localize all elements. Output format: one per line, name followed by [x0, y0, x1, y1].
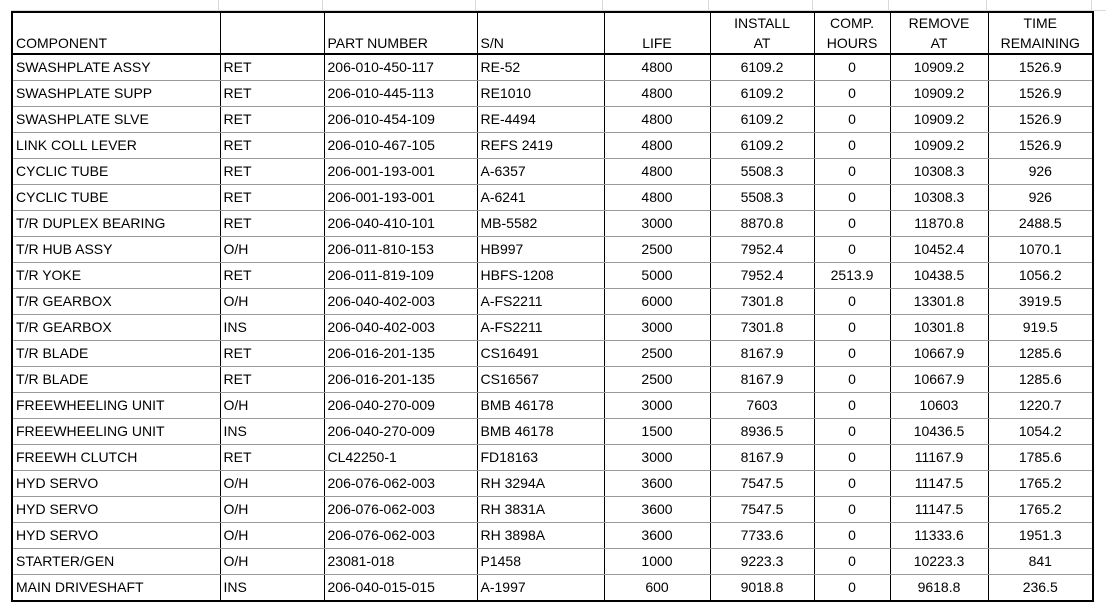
table-row — [12, 107, 1093, 133]
table-row — [12, 211, 1093, 237]
table-cell[interactable]: 7952.4 — [710, 237, 814, 263]
table-row — [12, 133, 1093, 159]
table-cell[interactable]: 3000 — [604, 393, 710, 419]
column-header[interactable]: REMOVE — [890, 12, 988, 33]
table-cell[interactable]: T/R DUPLEX BEARING — [12, 211, 220, 237]
table-cell[interactable]: 0 — [814, 575, 890, 602]
column-header[interactable] — [220, 12, 324, 33]
table-cell[interactable]: RH 3831A — [477, 497, 604, 523]
table-cell[interactable]: 5508.3 — [710, 159, 814, 185]
table-cell[interactable]: O/H — [220, 523, 324, 549]
table-cell[interactable]: 1054.2 — [988, 419, 1093, 445]
table-row — [12, 497, 1093, 523]
table-cell[interactable]: 919.5 — [988, 315, 1093, 341]
table-cell[interactable]: 206-076-062-003 — [324, 471, 477, 497]
table-cell[interactable]: T/R BLADE — [12, 367, 220, 393]
table-cell[interactable]: 1951.3 — [988, 523, 1093, 549]
table-cell[interactable]: 236.5 — [988, 575, 1093, 602]
table-cell[interactable]: 0 — [814, 159, 890, 185]
table-cell[interactable]: 10909.2 — [890, 107, 988, 133]
table-cell[interactable]: HYD SERVO — [12, 523, 220, 549]
table-cell[interactable]: RET — [220, 211, 324, 237]
table-cell[interactable]: 8167.9 — [710, 341, 814, 367]
table-cell[interactable]: 0 — [814, 54, 890, 81]
table-cell[interactable]: 926 — [988, 159, 1093, 185]
table-cell[interactable]: 9618.8 — [890, 575, 988, 602]
table-cell[interactable]: 0 — [814, 419, 890, 445]
table-cell[interactable]: 0 — [814, 185, 890, 211]
table-cell[interactable]: 0 — [814, 367, 890, 393]
table-cell[interactable]: 10223.3 — [890, 549, 988, 575]
table-row — [12, 575, 1093, 602]
column-header[interactable]: COMPONENT — [12, 33, 220, 54]
header-row — [12, 33, 1093, 54]
table-cell[interactable]: 1526.9 — [988, 133, 1093, 159]
table-cell[interactable]: INS — [220, 575, 324, 602]
table-cell[interactable]: 3600 — [604, 471, 710, 497]
table-row — [12, 263, 1093, 289]
header-row — [12, 12, 1093, 33]
table-cell[interactable]: 206-010-450-117 — [324, 54, 477, 81]
table-cell[interactable]: 0 — [814, 341, 890, 367]
table-row — [12, 315, 1093, 341]
table-cell[interactable]: 3000 — [604, 445, 710, 471]
table-cell[interactable]: 4800 — [604, 185, 710, 211]
table-cell[interactable]: 1500 — [604, 419, 710, 445]
table-cell[interactable]: 3000 — [604, 211, 710, 237]
table-cell[interactable]: 10667.9 — [890, 367, 988, 393]
table-cell[interactable]: 206-011-810-153 — [324, 237, 477, 263]
table-cell[interactable]: RET — [220, 185, 324, 211]
table-cell[interactable]: 0 — [814, 523, 890, 549]
table-cell[interactable]: 206-001-193-001 — [324, 185, 477, 211]
table-row — [12, 367, 1093, 393]
table-cell[interactable]: 206-076-062-003 — [324, 523, 477, 549]
column-header[interactable]: PART NUMBER — [324, 33, 477, 54]
table-cell[interactable]: CL42250-1 — [324, 445, 477, 471]
table-row — [12, 54, 1093, 81]
table-cell[interactable]: 0 — [814, 445, 890, 471]
table-cell[interactable]: 1765.2 — [988, 497, 1093, 523]
table-cell[interactable]: SWASHPLATE SLVE — [12, 107, 220, 133]
table-cell[interactable]: 206-010-454-109 — [324, 107, 477, 133]
table-cell[interactable]: 6109.2 — [710, 81, 814, 107]
table-body — [12, 54, 1093, 601]
table-cell[interactable]: 2500 — [604, 367, 710, 393]
table-cell[interactable]: 4800 — [604, 133, 710, 159]
table-cell[interactable]: 7301.8 — [710, 289, 814, 315]
table-cell[interactable]: HBFS-1208 — [477, 263, 604, 289]
table-cell[interactable]: 9018.8 — [710, 575, 814, 602]
table-cell[interactable]: 206-040-410-101 — [324, 211, 477, 237]
table-cell[interactable]: 23081-018 — [324, 549, 477, 575]
column-header[interactable] — [477, 12, 604, 33]
spreadsheet — [11, 0, 1106, 602]
table-cell[interactable]: T/R GEARBOX — [12, 289, 220, 315]
table-cell[interactable]: RET — [220, 81, 324, 107]
table-cell[interactable]: 10436.5 — [890, 419, 988, 445]
table-cell[interactable]: 0 — [814, 289, 890, 315]
table-cell[interactable]: T/R GEARBOX — [12, 315, 220, 341]
column-header[interactable]: S/N — [477, 33, 604, 54]
table-cell[interactable]: MB-5582 — [477, 211, 604, 237]
table-cell[interactable]: 2488.5 — [988, 211, 1093, 237]
table-row — [12, 237, 1093, 263]
table-row — [12, 159, 1093, 185]
table-row — [12, 393, 1093, 419]
table-cell[interactable]: LINK COLL LEVER — [12, 133, 220, 159]
blank-grid-row — [11, 0, 1106, 11]
table-cell[interactable]: 5000 — [604, 263, 710, 289]
table-cell[interactable]: RET — [220, 54, 324, 81]
table-cell[interactable]: 10603 — [890, 393, 988, 419]
table-cell[interactable]: 206-040-015-015 — [324, 575, 477, 602]
table-cell[interactable]: 7952.4 — [710, 263, 814, 289]
table-cell[interactable]: A-6357 — [477, 159, 604, 185]
table-cell[interactable]: 4800 — [604, 54, 710, 81]
table-cell[interactable]: 206-010-467-105 — [324, 133, 477, 159]
table-cell[interactable]: O/H — [220, 549, 324, 575]
table-cell[interactable]: 6000 — [604, 289, 710, 315]
table-row — [12, 549, 1093, 575]
table-cell[interactable]: 8870.8 — [710, 211, 814, 237]
table-cell[interactable]: A-FS2211 — [477, 289, 604, 315]
table-cell[interactable]: 206-011-819-109 — [324, 263, 477, 289]
column-header[interactable]: INSTALL — [710, 12, 814, 33]
table-cell[interactable]: RH 3294A — [477, 471, 604, 497]
table-cell[interactable]: 1285.6 — [988, 341, 1093, 367]
table-cell[interactable]: 4800 — [604, 81, 710, 107]
table-cell[interactable]: 1056.2 — [988, 263, 1093, 289]
table-cell[interactable]: CYCLIC TUBE — [12, 159, 220, 185]
table-row — [12, 289, 1093, 315]
table-cell[interactable]: 1220.7 — [988, 393, 1093, 419]
table-cell[interactable]: 3600 — [604, 523, 710, 549]
table-cell[interactable]: CS16491 — [477, 341, 604, 367]
column-header[interactable] — [604, 12, 710, 33]
table-cell[interactable]: 1526.9 — [988, 81, 1093, 107]
column-header[interactable]: LIFE — [604, 33, 710, 54]
table-cell[interactable]: 0 — [814, 133, 890, 159]
table-cell[interactable]: FREEWHEELING UNIT — [12, 419, 220, 445]
table-cell[interactable]: 0 — [814, 497, 890, 523]
table-cell[interactable]: 9223.3 — [710, 549, 814, 575]
table-cell[interactable]: 206-040-402-003 — [324, 289, 477, 315]
table-cell[interactable]: 10667.9 — [890, 341, 988, 367]
table-cell[interactable]: 2500 — [604, 237, 710, 263]
table-cell[interactable]: HYD SERVO — [12, 471, 220, 497]
table-cell[interactable]: 6109.2 — [710, 54, 814, 81]
table-cell[interactable]: SWASHPLATE ASSY — [12, 54, 220, 81]
table-cell[interactable]: 3919.5 — [988, 289, 1093, 315]
table-cell[interactable]: 206-040-270-009 — [324, 419, 477, 445]
column-header[interactable]: HOURS — [814, 33, 890, 54]
table-cell[interactable]: T/R HUB ASSY — [12, 237, 220, 263]
table-cell[interactable]: 8936.5 — [710, 419, 814, 445]
table-cell[interactable]: 0 — [814, 315, 890, 341]
column-header[interactable] — [12, 12, 220, 33]
table-cell[interactable]: RET — [220, 133, 324, 159]
table-cell[interactable]: P1458 — [477, 549, 604, 575]
column-header[interactable]: COMP. — [814, 12, 890, 33]
table-cell[interactable]: BMB 46178 — [477, 393, 604, 419]
table-cell[interactable]: 4800 — [604, 159, 710, 185]
table-cell[interactable]: REFS 2419 — [477, 133, 604, 159]
table-cell[interactable]: 1526.9 — [988, 107, 1093, 133]
table-cell[interactable]: RE-4494 — [477, 107, 604, 133]
table-cell[interactable]: 926 — [988, 185, 1093, 211]
table-cell[interactable]: 10909.2 — [890, 81, 988, 107]
table-cell[interactable]: 206-001-193-001 — [324, 159, 477, 185]
table-cell[interactable]: RET — [220, 107, 324, 133]
table-cell[interactable]: 1785.6 — [988, 445, 1093, 471]
table-cell[interactable]: 10909.2 — [890, 133, 988, 159]
table-row — [12, 185, 1093, 211]
table-cell[interactable]: 0 — [814, 471, 890, 497]
table-row — [12, 445, 1093, 471]
table-cell[interactable]: 0 — [814, 81, 890, 107]
table-cell[interactable]: INS — [220, 315, 324, 341]
table-cell[interactable]: 10452.4 — [890, 237, 988, 263]
table-cell[interactable]: FD18163 — [477, 445, 604, 471]
column-header[interactable]: AT — [890, 33, 988, 54]
table-cell[interactable]: 206-040-402-003 — [324, 315, 477, 341]
table-cell[interactable]: HB997 — [477, 237, 604, 263]
table-cell[interactable]: FREEWHEELING UNIT — [12, 393, 220, 419]
table-cell[interactable]: 206-010-445-113 — [324, 81, 477, 107]
table-cell[interactable]: RE1010 — [477, 81, 604, 107]
table-cell[interactable]: A-6241 — [477, 185, 604, 211]
table-cell[interactable]: 10438.5 — [890, 263, 988, 289]
table-cell[interactable]: RET — [220, 367, 324, 393]
table-cell[interactable]: FREEWH CLUTCH — [12, 445, 220, 471]
table-cell[interactable]: 206-016-201-135 — [324, 341, 477, 367]
table-cell[interactable]: 8167.9 — [710, 367, 814, 393]
table-cell[interactable]: 4800 — [604, 107, 710, 133]
component-table — [11, 11, 1094, 602]
table-cell[interactable]: INS — [220, 419, 324, 445]
table-cell[interactable]: 1765.2 — [988, 471, 1093, 497]
table-cell[interactable]: 206-076-062-003 — [324, 497, 477, 523]
table-cell[interactable]: 7603 — [710, 393, 814, 419]
table-row — [12, 471, 1093, 497]
table-cell[interactable]: O/H — [220, 393, 324, 419]
table-cell[interactable]: BMB 46178 — [477, 419, 604, 445]
table-cell[interactable]: 0 — [814, 211, 890, 237]
table-cell[interactable]: CS16567 — [477, 367, 604, 393]
table-cell[interactable]: 11147.5 — [890, 471, 988, 497]
table-cell[interactable]: 10909.2 — [890, 54, 988, 81]
table-cell[interactable]: RET — [220, 263, 324, 289]
table-cell[interactable]: 7547.5 — [710, 497, 814, 523]
table-cell[interactable]: O/H — [220, 237, 324, 263]
table-row — [12, 81, 1093, 107]
table-cell[interactable]: RH 3898A — [477, 523, 604, 549]
table-cell[interactable]: 600 — [604, 575, 710, 602]
table-row — [12, 341, 1093, 367]
column-header[interactable] — [324, 12, 477, 33]
column-header[interactable]: AT — [710, 33, 814, 54]
table-cell[interactable]: T/R YOKE — [12, 263, 220, 289]
table-cell[interactable]: 11167.9 — [890, 445, 988, 471]
table-cell[interactable]: 7301.8 — [710, 315, 814, 341]
table-row — [12, 419, 1093, 445]
table-cell[interactable]: MAIN DRIVESHAFT — [12, 575, 220, 602]
table-cell[interactable]: 1526.9 — [988, 54, 1093, 81]
table-cell[interactable]: 3600 — [604, 497, 710, 523]
table-cell[interactable]: 0 — [814, 107, 890, 133]
table-header — [12, 12, 1093, 54]
table-cell[interactable]: 11333.6 — [890, 523, 988, 549]
table-cell[interactable]: RET — [220, 159, 324, 185]
table-row — [12, 523, 1093, 549]
column-header[interactable]: REMAINING — [988, 33, 1093, 54]
table-cell[interactable]: O/H — [220, 497, 324, 523]
table-cell[interactable]: RE-52 — [477, 54, 604, 81]
table-cell[interactable]: SWASHPLATE SUPP — [12, 81, 220, 107]
table-cell[interactable]: 7733.6 — [710, 523, 814, 549]
table-cell[interactable]: 10301.8 — [890, 315, 988, 341]
table-cell[interactable]: 6109.2 — [710, 133, 814, 159]
table-cell[interactable]: RET — [220, 445, 324, 471]
table-cell[interactable]: 206-040-270-009 — [324, 393, 477, 419]
table-cell[interactable]: O/H — [220, 471, 324, 497]
table-cell[interactable]: 206-016-201-135 — [324, 367, 477, 393]
table-cell[interactable]: RET — [220, 341, 324, 367]
table-cell[interactable]: 0 — [814, 237, 890, 263]
table-cell[interactable]: T/R BLADE — [12, 341, 220, 367]
table-cell[interactable]: 1285.6 — [988, 367, 1093, 393]
table-cell[interactable]: 3000 — [604, 315, 710, 341]
table-cell[interactable]: A-FS2211 — [477, 315, 604, 341]
table-cell[interactable]: 2513.9 — [814, 263, 890, 289]
table-cell[interactable]: 6109.2 — [710, 107, 814, 133]
column-header[interactable] — [220, 33, 324, 54]
table-cell[interactable]: 0 — [814, 393, 890, 419]
table-cell[interactable]: 8167.9 — [710, 445, 814, 471]
table-cell[interactable]: 1000 — [604, 549, 710, 575]
table-cell[interactable]: 7547.5 — [710, 471, 814, 497]
table-cell[interactable]: 5508.3 — [710, 185, 814, 211]
table-cell[interactable]: 841 — [988, 549, 1093, 575]
table-cell[interactable]: STARTER/GEN — [12, 549, 220, 575]
table-cell[interactable]: A-1997 — [477, 575, 604, 602]
table-cell[interactable]: 10308.3 — [890, 185, 988, 211]
table-cell[interactable]: 0 — [814, 549, 890, 575]
table-cell[interactable]: O/H — [220, 289, 324, 315]
column-header[interactable]: TIME — [988, 12, 1093, 33]
table-cell[interactable]: 2500 — [604, 341, 710, 367]
table-cell[interactable]: HYD SERVO — [12, 497, 220, 523]
table-cell[interactable]: 11147.5 — [890, 497, 988, 523]
table-cell[interactable]: 13301.8 — [890, 289, 988, 315]
table-cell[interactable]: 10308.3 — [890, 159, 988, 185]
table-cell[interactable]: 1070.1 — [988, 237, 1093, 263]
table-cell[interactable]: 11870.8 — [890, 211, 988, 237]
table-cell[interactable]: CYCLIC TUBE — [12, 185, 220, 211]
